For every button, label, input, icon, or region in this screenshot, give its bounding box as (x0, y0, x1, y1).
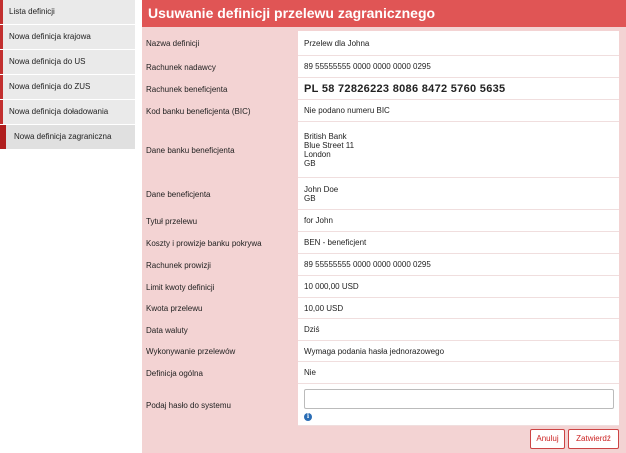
form-row-prowizji (142, 254, 620, 276)
sidebar-item-definicja-doladowania[interactable]: Nowa definicja doładowania (0, 100, 135, 124)
info-icon[interactable]: i (304, 413, 312, 421)
field-label: Definicja ogólna (146, 368, 203, 378)
field-label: Dane beneficjenta (146, 189, 211, 199)
sidebar-item-definicja-zagraniczna[interactable]: Nowa definicja zagraniczna (0, 125, 135, 149)
form-row-tytul (142, 210, 620, 232)
field-label: Dane banku beneficjenta (146, 145, 235, 155)
form-row-wykonywanie (142, 341, 620, 362)
value-line: British Bank (304, 131, 347, 141)
sidebar-item-lista-definicji[interactable]: Lista definicji (0, 0, 135, 24)
field-value: BEN - beneficjent (298, 232, 619, 254)
field-value: for John (298, 210, 619, 232)
sidebar-item-definicja-zus[interactable]: Nowa definicja do ZUS (0, 75, 135, 99)
field-value: Nie (298, 362, 619, 384)
field-value (298, 178, 619, 210)
field-value (298, 122, 619, 178)
field-label: Rachunek prowizji (146, 260, 211, 270)
field-label: Podaj hasło do systemu (146, 400, 231, 410)
cancel-button[interactable]: Anuluj (530, 429, 565, 449)
value-line: GB (304, 158, 316, 168)
field-label: Limit kwoty definicji (146, 282, 215, 292)
form-row-limit (142, 276, 620, 298)
panel-title: Usuwanie definicji przelewu zagranicznego (142, 0, 626, 27)
form-row-bank (142, 122, 620, 178)
definition-details-form (142, 31, 620, 426)
value-line: GB (304, 193, 316, 203)
field-label: Tytuł przelewu (146, 216, 198, 226)
field-label: Rachunek nadawcy (146, 62, 216, 72)
field-label: Rachunek beneficjenta (146, 84, 228, 94)
delete-definition-panel (142, 0, 626, 453)
field-value: Przelew dla Johna (298, 31, 619, 56)
password-cell (298, 384, 619, 426)
field-value: 10,00 USD (298, 298, 619, 319)
field-value: 89 55555555 0000 0000 0000 0295 (298, 254, 619, 276)
confirm-button[interactable]: Zatwierdź (568, 429, 619, 449)
field-value: PL 58 72826223 8086 8472 5760 5635 (298, 78, 619, 100)
form-row-ogolna (142, 362, 620, 384)
field-label: Kod banku beneficjenta (BIC) (146, 106, 251, 116)
sidebar-item-definicja-us[interactable]: Nowa definicja do US (0, 50, 135, 74)
value-line: Blue Street 11 (304, 140, 355, 150)
field-label: Kwota przelewu (146, 304, 203, 313)
field-value: 10 000,00 USD (298, 276, 619, 298)
form-row-kwota (142, 298, 620, 319)
field-value: 89 55555555 0000 0000 0000 0295 (298, 56, 619, 78)
field-label: Data waluty (146, 325, 188, 335)
form-row-nazwa (142, 31, 620, 56)
field-label: Koszty i prowizje banku pokrywa (146, 238, 262, 248)
password-input[interactable] (304, 389, 614, 409)
field-label: Wykonywanie przelewów (146, 347, 236, 356)
form-row-bic (142, 100, 620, 122)
form-row-koszty (142, 232, 620, 254)
form-row-haslo (142, 384, 620, 426)
value-line: London (304, 149, 331, 159)
form-row-data (142, 319, 620, 341)
field-value: Dziś (298, 319, 619, 341)
value-line: John Doe (304, 184, 339, 194)
field-label: Nazwa definicji (146, 39, 200, 48)
field-value: Wymaga podania hasła jednorazowego (298, 341, 619, 362)
sidebar-nav (0, 0, 135, 150)
sidebar-item-definicja-krajowa[interactable]: Nowa definicja krajowa (0, 25, 135, 49)
form-row-nadawca (142, 56, 620, 78)
form-row-dane (142, 178, 620, 210)
field-value: Nie podano numeru BIC (298, 100, 619, 122)
form-row-beneficjent (142, 78, 620, 100)
